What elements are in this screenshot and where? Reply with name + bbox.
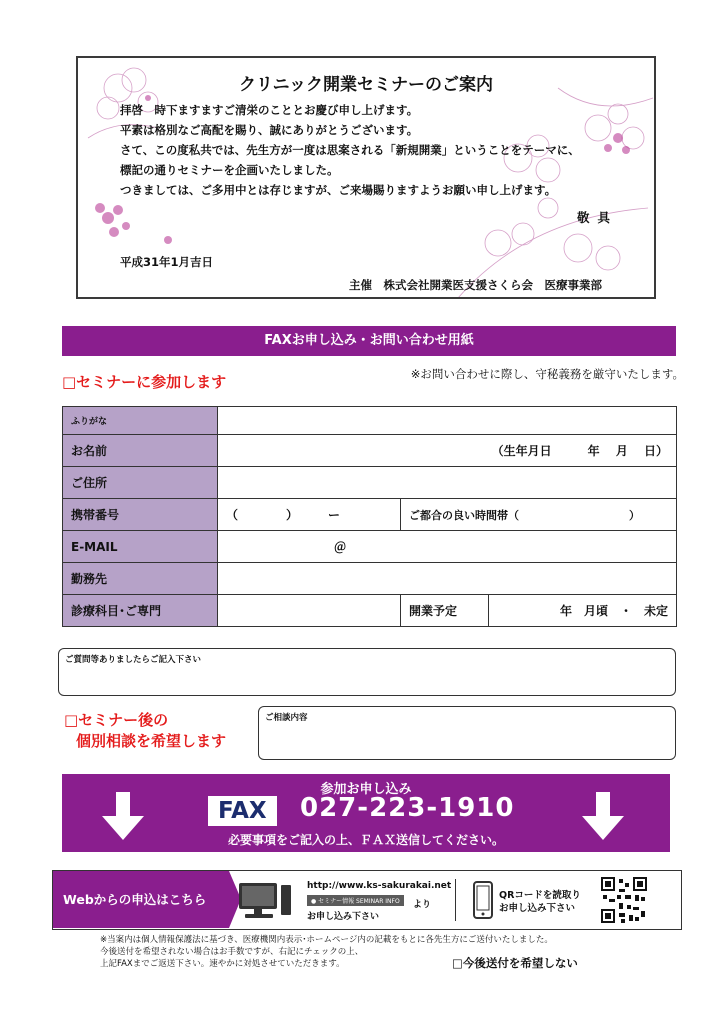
qr-line: お申し込み下さい: [499, 903, 576, 914]
fax-number: 027-223-1910: [300, 793, 515, 823]
invitation-line: 拝啓 時下ますますご清栄のこととお慶び申し上げます。: [120, 103, 419, 117]
footnote-line: 今後送付を希望されない場合はお手数ですが、右記にチェックの上、: [100, 947, 364, 957]
email-label: E-MAIL: [63, 531, 218, 563]
confidential-note: ※お問い合わせに際し、守秘義務を厳守いたします。: [410, 367, 684, 381]
fax-banner-title: 参加お申し込み: [320, 782, 412, 797]
question-label: ご質問等ありましたらご記入下さい: [65, 655, 202, 665]
mobile-label: 携帯番号: [63, 499, 218, 531]
divider: [455, 879, 456, 921]
opening-plan-label: 開業予定: [401, 595, 489, 627]
invitation-date: 平成31年1月吉日: [120, 255, 214, 269]
opening-plan-options: 年 月頃 ・ 未定: [560, 604, 669, 618]
computer-icon: [237, 881, 293, 921]
form-header-bar: FAXお申し込み・お問い合わせ用紙: [62, 326, 676, 356]
workplace-field[interactable]: [218, 563, 677, 595]
seminar-info-tag: ● セミナー情報 SEMINAR INFO: [307, 895, 404, 906]
web-url[interactable]: http://www.ks-sakurakai.net: [307, 881, 452, 891]
specialty-field[interactable]: [218, 595, 401, 627]
fax-banner: [62, 774, 670, 852]
consult-content-label: ご相談内容: [265, 713, 308, 723]
email-at: ＠: [334, 540, 347, 554]
name-field[interactable]: [218, 435, 677, 467]
qr-instruction: [499, 889, 581, 915]
consult-content-box[interactable]: [258, 706, 676, 760]
workplace-label: 勤務先: [63, 563, 218, 595]
mobile-format: （ ） ー: [226, 508, 341, 522]
convenient-time-label: ご都合の良い時間帯（ ）: [409, 508, 640, 522]
specialty-label: 診療科目･ご専門: [63, 595, 218, 627]
web-apply-text: お申し込み下さい: [307, 912, 380, 922]
invitation-line: さて、この度私共では、先生方が一度は思案される「新規開業」ということをテーマに、: [120, 143, 580, 157]
question-box[interactable]: [58, 648, 676, 696]
invitation-title: クリニック開業セミナーのご案内: [239, 75, 493, 95]
web-tab: Webからの申込はこちら: [53, 871, 229, 928]
qr-line: QRコードを読取り: [499, 890, 581, 901]
invitation-line: つきましては、ご多用中とは存じますが、ご来場賜りますようお願い申し上げます。: [120, 183, 557, 197]
fax-note: 必要事項をご記入の上、ＦＡＸ送信してください。: [227, 833, 504, 847]
invitation-line: 標記の通りセミナーを企画いたしました。: [120, 163, 339, 177]
application-form: [62, 406, 677, 627]
mobile-field[interactable]: [218, 499, 401, 531]
consult-label-line: 個別相談を希望します: [76, 732, 227, 750]
consult-checkbox[interactable]: [64, 710, 226, 752]
furigana-field[interactable]: [218, 407, 677, 435]
qr-code-icon[interactable]: [601, 877, 647, 923]
consult-label-line: □セミナー後の: [64, 711, 169, 729]
web-yori: より: [413, 900, 432, 910]
join-seminar-checkbox[interactable]: □セミナーに参加します: [62, 373, 227, 391]
address-field[interactable]: [218, 467, 677, 499]
footnote-line: 上記FAXまでご返送下さい。速やかに対処させていただきます。: [100, 959, 345, 969]
no-more-mail-checkbox[interactable]: □今後送付を希望しない: [452, 956, 578, 970]
birthday-label: （生年月日 年 月 日）: [491, 444, 669, 458]
furigana-label: ふりがな: [63, 407, 218, 435]
opening-plan-field[interactable]: [489, 595, 677, 627]
invitation-box: [76, 56, 656, 299]
smartphone-icon: [473, 881, 493, 919]
invitation-host: 主催 株式会社開業医支援さくら会 医療事業部: [349, 278, 602, 292]
footnote-line: ※当案内は個人情報保護法に基づき、医療機関内表示･ホームページ内の記載をもとに各先生方にご送付いたしました。: [100, 935, 553, 945]
convenient-time-field[interactable]: [401, 499, 677, 531]
invitation-body: [120, 100, 580, 200]
fax-label: FAX: [208, 796, 277, 826]
name-label: お名前: [63, 435, 218, 467]
email-field[interactable]: [218, 531, 677, 563]
address-label: ご住所: [63, 467, 218, 499]
web-application-box: [52, 870, 682, 930]
invitation-line: 平素は格別なご高配を賜り、誠にありがとうございます。: [120, 123, 419, 137]
invitation-closing: 敬具: [576, 210, 618, 225]
